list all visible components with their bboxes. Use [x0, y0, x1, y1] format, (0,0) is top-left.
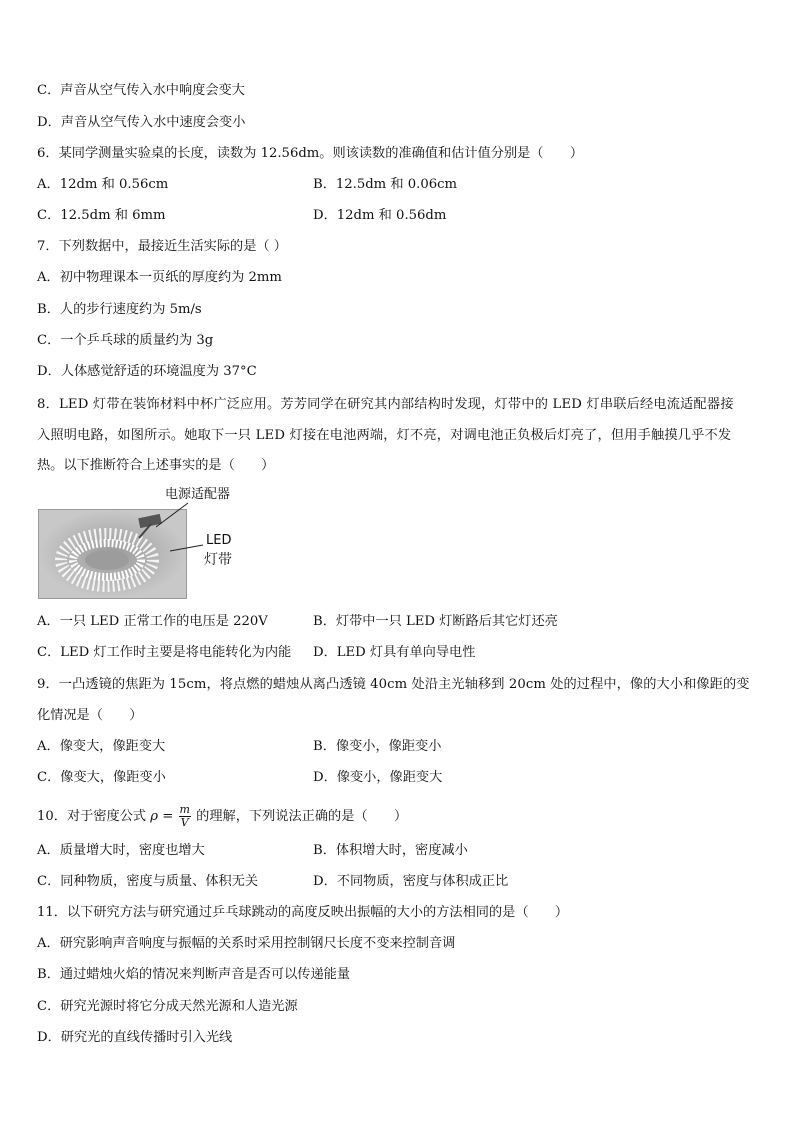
q10-option-d: D．不同物质，密度与体积成正比 — [313, 874, 509, 889]
formula-denominator: V — [180, 816, 189, 829]
question-8-line-3: 热。以下推断符合上述事实的是（ ） — [37, 458, 275, 473]
q6-option-a: A．12dm 和 0.56cm — [37, 177, 169, 192]
q8-option-b: B．灯带中一只 LED 灯断路后其它灯还亮 — [313, 614, 558, 629]
density-formula-fraction — [179, 804, 191, 829]
q5-option-d: D．声音从空气传入水中速度会变小 — [37, 115, 246, 130]
q6-option-c: C．12.5dm 和 6mm — [37, 208, 166, 223]
formula-numerator: m — [179, 803, 190, 816]
led-label: LED — [206, 533, 232, 548]
q6-option-d: D．12dm 和 0.56dm — [313, 208, 447, 223]
question-9-line-1: 9．一凸透镜的焦距为 15cm，将点燃的蜡烛从离凸透镜 40cm 处沿主光轴移到 20cm 处的过程中，像的大小和像距的变 — [37, 677, 750, 692]
q7-option-b: B．人的步行速度约为 5m/s — [37, 302, 202, 317]
q10-option-c: C．同种物质，密度与质量、体积无关 — [37, 874, 259, 889]
density-formula-lhs: ρ = — [150, 809, 174, 824]
q9-option-a: A．像变大，像距变大 — [37, 739, 166, 754]
q9-option-d: D．像变小，像距变大 — [313, 770, 443, 785]
q7-option-a: A．初中物理课本一页纸的厚度约为 2mm — [37, 270, 282, 285]
question-10 — [37, 804, 407, 829]
led-ring-image — [39, 510, 186, 598]
q7-option-d: D．人体感觉舒适的环境温度为 37°C — [37, 364, 257, 379]
q6-option-b: B．12.5dm 和 0.06cm — [313, 177, 458, 192]
adapter-label: 电源适配器 — [165, 487, 231, 502]
q9-option-c: C．像变大，像距变小 — [37, 770, 166, 785]
q5-option-c: C．声音从空气传入水中响度会变大 — [37, 83, 245, 98]
q8-option-c: C．LED 灯工作时主要是将电能转化为内能 — [37, 645, 292, 660]
q11-option-a: A．研究影响声音响度与振幅的关系时采用控制钢尺长度不变来控制音调 — [37, 936, 456, 951]
led-strip-photo — [38, 509, 187, 599]
q11-option-c: C．研究光源时将它分成天然光源和人造光源 — [37, 999, 298, 1014]
q10-text-post: 的理解，下列说法正确的是（ ） — [196, 809, 408, 824]
q11-option-b: B．通过蜡烛火焰的情况来判断声音是否可以传递能量 — [37, 967, 351, 982]
question-11: 11．以下研究方法与研究通过乒乓球跳动的高度反映出振幅的大小的方法相同的是（ ） — [37, 905, 569, 920]
question-8-line-2: 入照明电路，如图所示。她取下一只 LED 灯接在电池两端，灯不亮，对调电池正负极后灯亮了，但用手触摸几乎不发 — [37, 428, 732, 443]
strip-label: 灯带 — [204, 552, 232, 568]
led-strip-figure — [38, 483, 298, 603]
q9-option-b: B．像变小，像距变小 — [313, 739, 442, 754]
q10-option-b: B．体积增大时，密度减小 — [313, 843, 468, 858]
question-9-line-2: 化情况是（ ） — [37, 708, 143, 723]
q8-option-a: A．一只 LED 正常工作的电压是 220V — [37, 614, 268, 629]
question-8-line-1: 8．LED 灯带在装饰材料中杯广泛应用。芳芳同学在研究其内部结构时发现，灯带中的 LED 灯串联后经电流适配器接 — [37, 397, 734, 412]
q10-option-a: A．质量增大时，密度也增大 — [37, 843, 205, 858]
question-7: 7．下列数据中，最接近生活实际的是（ ） — [37, 239, 287, 254]
q8-option-d: D．LED 灯具有单向导电性 — [313, 645, 476, 660]
q10-text-pre: 10．对于密度公式 — [37, 809, 147, 824]
question-6: 6．某同学测量实验桌的长度，读数为 12.56dm。则该读数的准确值和估计值分别是（ ） — [37, 146, 584, 161]
q11-option-d: D．研究光的直线传播时引入光线 — [37, 1030, 233, 1045]
q7-option-c: C．一个乒乓球的质量约为 3g — [37, 333, 214, 348]
